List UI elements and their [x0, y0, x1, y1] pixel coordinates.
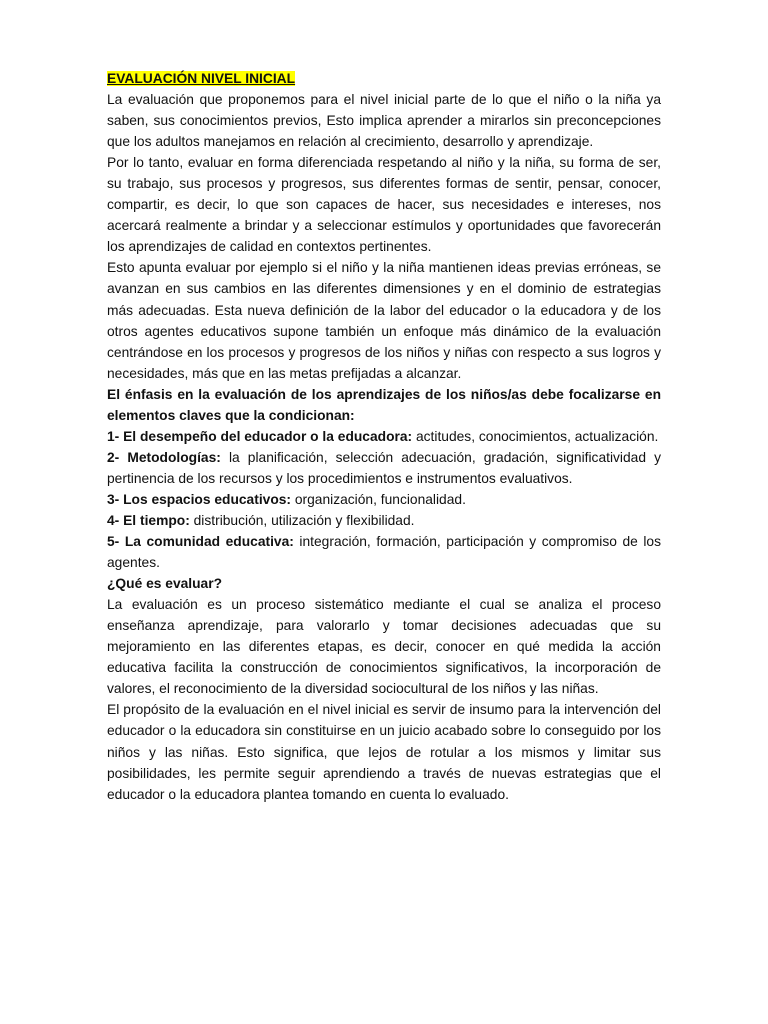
- item-label: 1- El desempeño del educador o la educadora:: [107, 428, 413, 444]
- paragraph-definition: La evaluación es un proceso sistemático mediante el cual se analiza el proceso enseñanza aprendizaje, para valorarlo y tomar decisiones adecuadas que su mejoramiento en las diferentes etapas, es decir, conocer en qué medida la acción educativa facilita la construcción de conocimientos significativos, la incorporación de valores, el reconocimiento de la diversidad sociocultural de los niños y las niñas.: [107, 597, 661, 697]
- document-title: [107, 68, 661, 89]
- item-label: 2- Metodologías:: [107, 449, 221, 465]
- item-label: 5- La comunidad educativa:: [107, 534, 294, 550]
- list-item: [107, 447, 661, 489]
- section-heading-question: ¿Qué es evaluar?: [107, 576, 223, 592]
- paragraph-purpose: El propósito de la evaluación en el nivel inicial es servir de insumo para la intervención del educador o la educadora sin constituirse en un juicio acabado sobre lo conseguido por los niños y las niñas. Esto significa, que lejos de rotular a los mismos y limitar sus posibilidades, les permite seguir aprendiendo a través de nuevas estrategias que el educador o la educadora plantea tomando en cuenta lo evaluado.: [107, 702, 661, 802]
- paragraph-intro: La evaluación que proponemos para el nivel inicial parte de lo que el niño o la niña ya saben, sus conocimientos previos, Esto implica aprender a mirarlos sin preconcepciones que los adultos manejamos en relación al crecimiento, desarrollo y aprendizaje.: [107, 92, 661, 150]
- title-highlight: EVALUACIÓN NIVEL INICIAL: [107, 71, 296, 86]
- item-text: integración, formación, participación y compromiso de los agentes.: [107, 534, 661, 571]
- item-text: distribución, utilización y flexibilidad.: [189, 512, 415, 528]
- list-item: [107, 489, 661, 510]
- list-item: [107, 510, 661, 531]
- document-page: [107, 68, 661, 805]
- item-label: 4- El tiempo:: [107, 512, 190, 528]
- item-text: actitudes, conocimientos, actualización.: [412, 428, 659, 444]
- item-text: la planificación, selección adecuación, gradación, significatividad y pertinencia de los recursos y los procedimientos e instrumentos evaluativos.: [107, 449, 661, 486]
- paragraph-differentiated: Por lo tanto, evaluar en forma diferenciada respetando al niño y la niña, su forma de ser, su trabajo, sus procesos y progresos, sus diferentes formas de sentir, pensar, conocer, compartir, es decir, lo que son capaces de hacer, sus necesidades e intereses, nos acercará realmente a brindar y a seleccionar estímulos y oportunidades que favorecerán los aprendizajes de calidad en contextos pertinentes.: [107, 155, 661, 255]
- paragraph-strategies: Esto apunta evaluar por ejemplo si el niño y la niña mantienen ideas previas erróneas, se avanzan en sus cambios en las diferentes dimensiones y en el dominio de estrategias más adecuadas. Esta nueva definición de la labor del educador o la educadora y de los otros agentes educativos supone también un enfoque más dinámico de la evaluación centrándose en los procesos y progresos de los niños y niñas con respecto a sus logros y necesidades, más que en las metas prefijadas a alcanzar.: [107, 260, 661, 381]
- paragraph-emphasis: El énfasis en la evaluación de los aprendizajes de los niños/as debe focalizarse en elementos claves que la condicionan:: [107, 386, 661, 423]
- item-text: organización, funcionalidad.: [291, 491, 466, 507]
- list-item: [107, 531, 661, 573]
- list-item: [107, 426, 661, 447]
- item-label: 3- Los espacios educativos:: [107, 491, 292, 507]
